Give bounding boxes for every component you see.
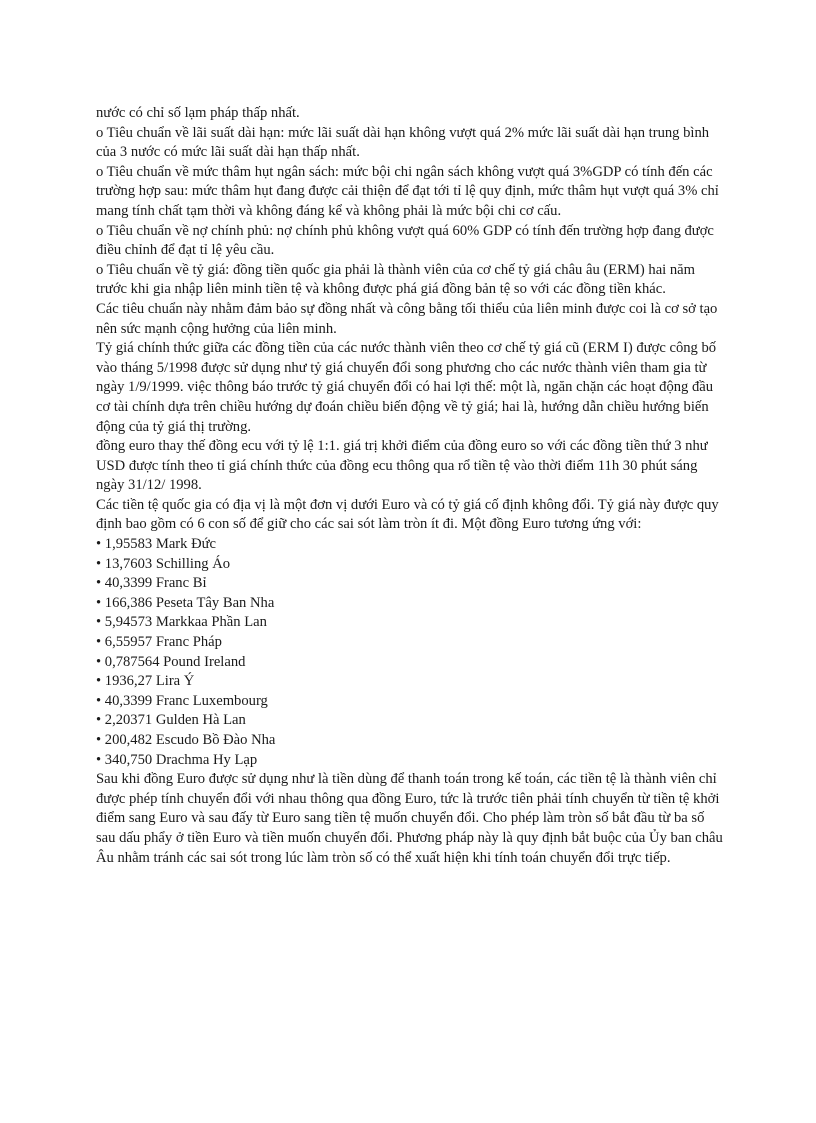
rate-text: 0,787564 Pound Ireland [104, 653, 246, 670]
bullet-symbol: • [96, 653, 102, 670]
rate-text: 1936,27 Lira Ý [104, 673, 195, 690]
bullet-symbol: • [96, 594, 102, 611]
list-item [96, 751, 724, 771]
list-item [96, 633, 724, 653]
list-item [96, 692, 724, 712]
list-item [96, 594, 724, 614]
list-item [96, 653, 724, 673]
rate-text: 200,482 Escudo Bồ Đào Nha [104, 732, 276, 748]
list-item [96, 574, 724, 594]
paragraph: Tỷ giá chính thức giữa các đồng tiền của các nước thành viên theo cơ chế tỷ giá cũ (ERM I) được công bố vào tháng 5/1998 được sử dụng như tỷ giá chuyển đổi song phương cho các nước thành viên tham gia từ ngày 1/9/1999. việc thông báo trước tỷ giá chuyển đổi có hai lợi thế: một là, ngăn chặn các hoạt động đầu cơ tài chính dựa trên chiều hướng dự đoán chiều biến động về tỷ giá; hai là, hướng dẫn chiều hướng biến động của tỷ giá thị trường. [96, 340, 717, 435]
paragraph: o Tiêu chuẩn về nợ chính phủ: nợ chính phủ không vượt quá 60% GDP có tính đến trường hợp đang được điều chỉnh để đạt tỉ lệ yêu cầu. [96, 222, 714, 259]
exchange-rate-list [96, 535, 724, 770]
list-item [96, 535, 724, 555]
bullet-symbol: • [96, 732, 102, 748]
bullet-symbol: • [96, 614, 102, 631]
bullet-symbol: • [96, 712, 102, 729]
paragraph: Sau khi đồng Euro được sử dụng như là tiền dùng để thanh toán trong kế toán, các tiền tệ là thành viên chỉ được phép tính chuyển đổi với nhau thông qua đồng Euro, tức là trước tiên phải tính chuyển từ tiền tệ khởi điểm sang Euro và sau đấy từ Euro sang tiền tệ muốn chuyển đổi. Cho phép làm tròn số bắt đầu từ ba số sau dấu phẩy ở tiền Euro và tiền muốn chuyển đổi. Phương pháp này là quy định bắt buộc của Ủy ban châu Âu nhằm tránh các sai sót trong lúc làm tròn số có thể xuất hiện khi tính toán chuyển đổi trực tiếp. [96, 771, 723, 866]
list-item [96, 731, 724, 751]
rate-text: 6,55957 Franc Pháp [104, 634, 222, 651]
bullet-symbol: • [96, 634, 102, 651]
rate-text: 40,3399 Franc Luxembourg [104, 692, 268, 709]
rate-text: 5,94573 Markkaa Phần Lan [104, 614, 267, 631]
bullet-symbol: • [96, 575, 102, 592]
list-item [96, 613, 724, 633]
bullet-symbol: • [96, 536, 102, 553]
document-body [96, 104, 724, 868]
rate-text: 2,20371 Gulden Hà Lan [104, 712, 246, 729]
bullet-symbol: • [96, 751, 102, 768]
rate-text: 1,95583 Mark Đức [104, 536, 217, 553]
paragraph: Các tiêu chuẩn này nhằm đảm bảo sự đồng nhất và công bằng tối thiểu của liên minh được coi là cơ sở tạo nên sức mạnh cộng hưởng của liên minh. [96, 300, 718, 337]
bullet-symbol: • [96, 692, 102, 709]
paragraph: o Tiêu chuẩn về tỷ giá: đồng tiền quốc gia phải là thành viên của cơ chế tỷ giá châu âu (ERM) hai năm trước khi gia nhập liên minh tiền tệ và không được phá giá đồng bản tệ so với các đồng tiền khác. [96, 261, 696, 298]
paragraph: đồng euro thay thế đồng ecu với tỷ lệ 1:1. giá trị khởi điểm của đồng euro so với các đồng tiền thứ 3 như USD được tính theo tỉ giá chính thức của đồng ecu thông qua rổ tiền tệ vào thời điểm 11h 30 phút sáng ngày 31/12/ 1998. [96, 438, 708, 494]
paragraph: Các tiền tệ quốc gia có địa vị là một đơn vị dưới Euro và có tỷ giá cố định không đổi. Tỷ giá này được quy định bao gồm có 6 con số để giữ cho các sai sót làm tròn ít đi. Một đồng Euro tương ứng với: [96, 496, 719, 533]
paragraph: nước có chỉ số lạm pháp thấp nhất. [96, 105, 300, 121]
rate-text: 13,7603 Schilling Áo [104, 555, 231, 572]
paragraph: o Tiêu chuẩn về mức thâm hụt ngân sách: mức bội chi ngân sách không vượt quá 3%GDP có tính đến các trường hợp sau: mức thâm hụt đang được cải thiện để đạt tới tỉ lệ quy định, mức thâm hụt vượt quá 3% chỉ mang tính chất tạm thời và không đáng kể và không phải là mức bội chi cơ cấu. [96, 163, 719, 219]
bullet-symbol: • [96, 555, 102, 572]
list-item [96, 672, 724, 692]
list-item [96, 555, 724, 575]
list-item [96, 711, 724, 731]
paragraph: o Tiêu chuẩn về lãi suất dài hạn: mức lãi suất dài hạn không vượt quá 2% mức lãi suất dài hạn trung bình của 3 nước có mức lãi suất dài hạn thấp nhất. [96, 124, 710, 161]
rate-text: 40,3399 Franc Bỉ [104, 575, 207, 592]
bullet-symbol: • [96, 673, 102, 690]
rate-text: 166,386 Peseta Tây Ban Nha [104, 594, 275, 611]
rate-text: 340,750 Drachma Hy Lạp [104, 751, 258, 768]
